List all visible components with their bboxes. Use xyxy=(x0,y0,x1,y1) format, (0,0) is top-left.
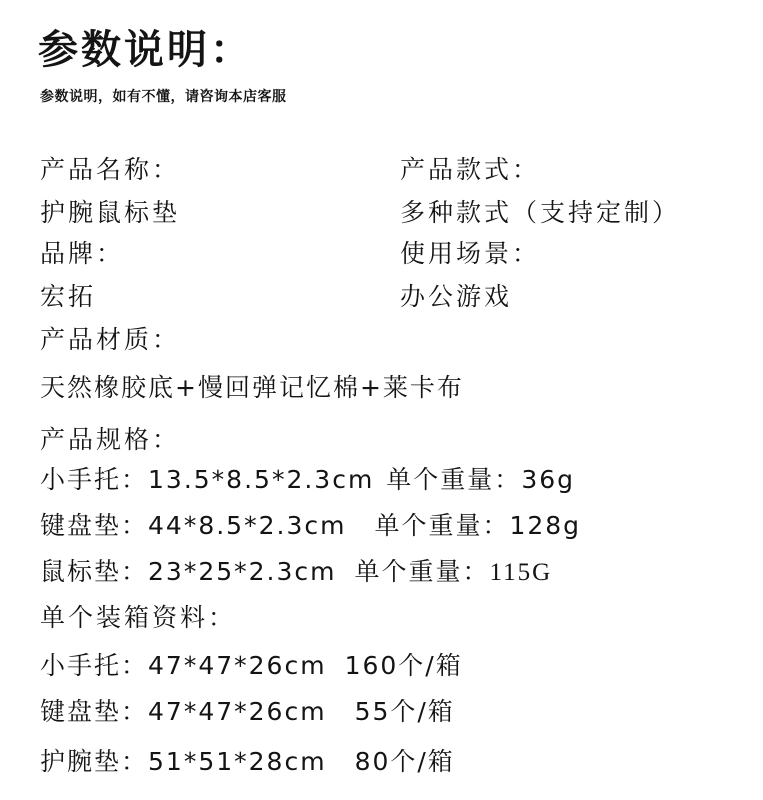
spec-row xyxy=(40,506,581,542)
spec-label: 产品规格： xyxy=(40,425,181,454)
material-label: 产品材质： xyxy=(40,325,181,354)
spec-name: 键盘垫： xyxy=(40,511,149,540)
packing-label: 单个装箱资料： xyxy=(40,603,237,632)
brand-value: 宏拓 xyxy=(40,282,97,311)
packing-row xyxy=(40,692,455,728)
spec-size: 23*25*2.3cm xyxy=(148,557,337,586)
packing-size: 47*47*26cm xyxy=(148,697,327,726)
spec-size: 13.5*8.5*2.3cm xyxy=(148,465,375,494)
packing-name: 小手托： xyxy=(40,651,149,680)
page-subtitle: 参数说明，如有不懂，请咨询本店客服 xyxy=(40,89,287,105)
page-title: 参数说明： xyxy=(38,27,253,73)
packing-row xyxy=(40,646,463,682)
packing-qty: 55个/箱 xyxy=(354,697,455,726)
usage-label: 使用场景： xyxy=(400,239,541,268)
packing-qty: 80个/箱 xyxy=(354,747,455,776)
spec-row xyxy=(40,460,575,496)
spec-row xyxy=(40,552,552,588)
spec-size: 44*8.5*2.3cm xyxy=(148,511,347,540)
spec-weight-label: 单个重量： xyxy=(386,465,522,494)
product-style-label: 产品款式： xyxy=(400,155,541,184)
packing-name: 护腕垫： xyxy=(40,747,149,776)
packing-size: 51*51*28cm xyxy=(148,747,327,776)
brand-label: 品牌： xyxy=(40,239,125,268)
packing-name: 键盘垫： xyxy=(40,697,149,726)
spec-weight: 36g xyxy=(521,465,575,494)
product-name-label: 产品名称： xyxy=(40,155,181,184)
packing-row xyxy=(40,742,455,778)
material-value: 天然橡胶底+慢回弹记忆棉+莱卡布 xyxy=(40,373,464,402)
product-style-value: 多种款式（支持定制） xyxy=(400,198,681,227)
packing-qty: 160个/箱 xyxy=(344,651,463,680)
spec-name: 小手托： xyxy=(40,465,149,494)
spec-weight: 128g xyxy=(509,511,582,540)
product-name-value: 护腕鼠标垫 xyxy=(40,198,181,227)
spec-weight: 115G xyxy=(489,559,553,586)
usage-value: 办公游戏 xyxy=(400,282,513,311)
spec-name: 鼠标垫： xyxy=(40,557,149,586)
spec-weight-label: 单个重量： xyxy=(354,557,490,586)
spec-weight-label: 单个重量： xyxy=(374,511,510,540)
packing-size: 47*47*26cm xyxy=(148,651,327,680)
